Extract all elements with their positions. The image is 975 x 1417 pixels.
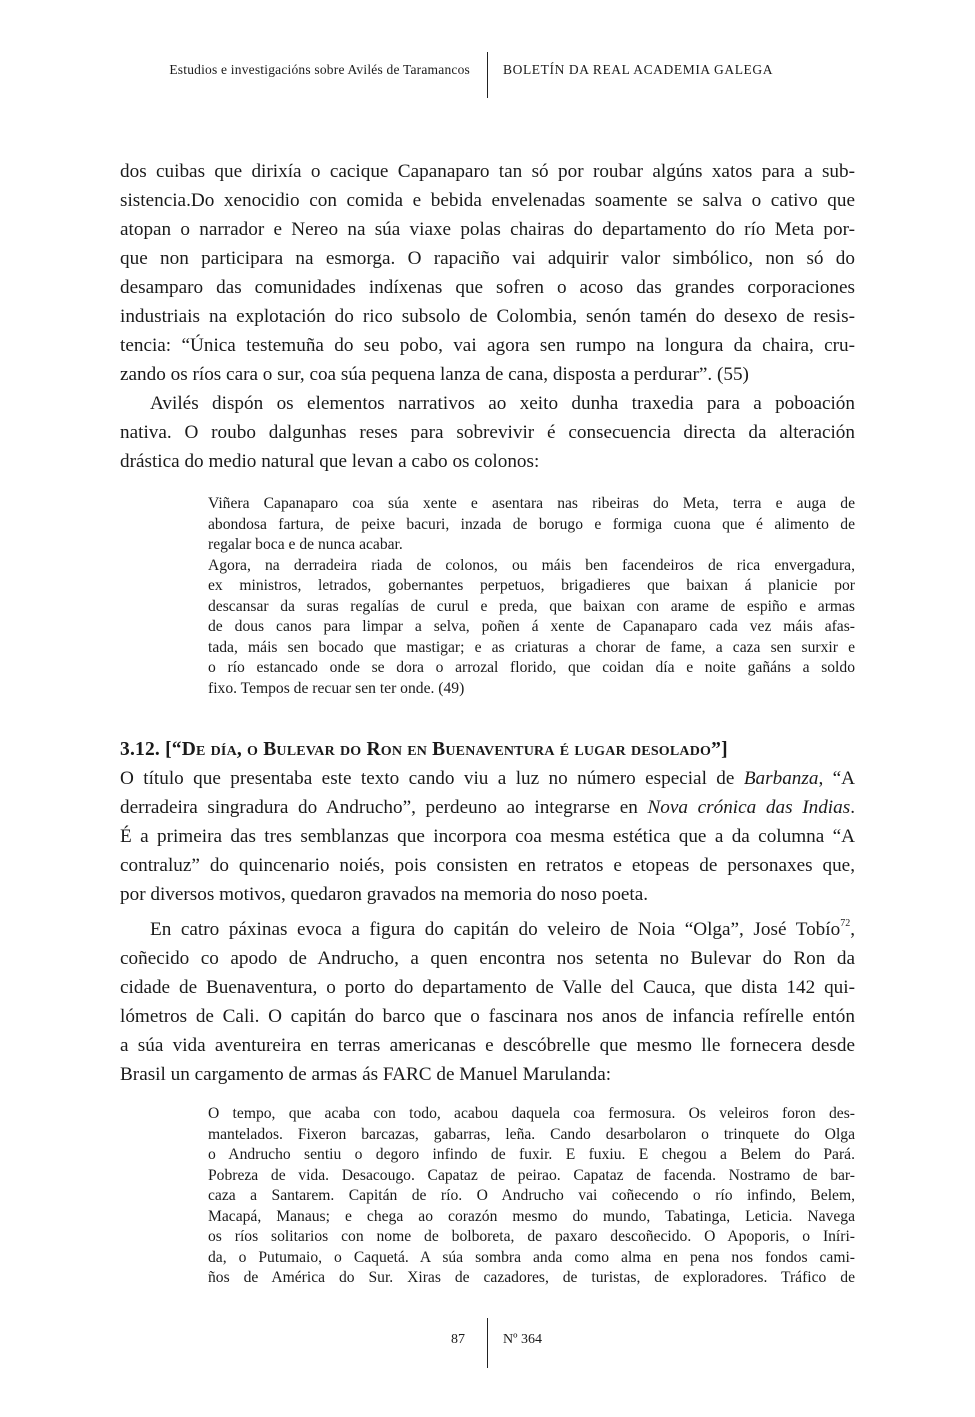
text-line: mantelados. Fixeron barcazas, gabarras, leña. Cando desarbolaron o trinquete do Olga [208, 1125, 855, 1143]
text-segment: . [850, 797, 855, 818]
text-line: por diversos motivos, quedaron gravados na memoria do noso poeta. [120, 884, 649, 905]
text-line: dos cuibas que dirixía o cacique Capanaparo tan só por roubar algúns xatos para a sub- [120, 161, 855, 182]
text-line [120, 915, 855, 944]
text-segment: En catro páxinas evoca a figura do capitán do veleiro de Noia “Olga”, José Tobío [150, 919, 841, 940]
text-line: ex ministros, letrados, gobernantes perpetuos, brigadieres que baixan á planicie por [208, 577, 855, 594]
paragraph [120, 764, 855, 909]
text-line: O tempo, que acaba con todo, acabou daquela coa fermosura. Os veleiros foron des- [208, 1105, 855, 1122]
text-line: ños de América do Sur. Xiras de cazadores, de turistas, de exploradores. Tráfico de [208, 1269, 855, 1286]
text-line: Pobreza de vida. Desacougo. Capataz de peirao. Capataz de facenda. Nostramo de bar- [208, 1166, 855, 1184]
text-line: É a primeira das tres semblanzas que incorpora coa mesma estética que a da columna “A [120, 826, 855, 847]
text-line: industriais na explotación do rico subsolo de Colombia, senón tamén do desexo de resis- [120, 306, 855, 327]
text-segment: derradeira singradura do Andrucho”, perdeuno ao integrarse en [120, 797, 648, 818]
text-line: de dous canos para limpar a selva, poñen á xente de Capanaparo cada vez máis afas- [208, 618, 855, 635]
text-line: a súa vida aventureira en terras americanas e descóbrelle que mesmo lle fornecera desde [120, 1035, 855, 1056]
text-segment: , “A [818, 768, 856, 789]
text-line: os ríos solitarios con nome de bolboreta, de paxaro descoñecido. O Apoporis, o Iníri- [208, 1228, 855, 1245]
text-line: tada, máis sen bocado que mastigar; e as criaturas a chorar de fame, a caza sen surxir e [208, 638, 855, 656]
running-header-right: BOLETÍN DA REAL ACADEMIA GALEGA [503, 62, 774, 77]
text-line: Agora, na derradeira riada de colonos, ou máis ben facendeiros de rica envergadura, [208, 556, 855, 574]
text-line: nativa. O roubo dalgunhas reses para sobrevivir é consecuencia directa da alteración [120, 422, 855, 443]
block-quote [208, 494, 855, 699]
text-line: contraluz” do quincenario noiés, pois consisten en retratos e etopeas de personaxes que, [120, 855, 855, 876]
running-header-left: Estudios e investigacións sobre Avilés de Taramancos [169, 62, 470, 77]
header-divider [487, 52, 488, 98]
paragraph [120, 389, 855, 476]
text-line: sistencia.Do xenocidio con comida e bebida envelenadas soamente se salva o cativo que [120, 190, 855, 211]
text-line: coñecido co apodo de Andrucho, a quen encontra nos setenta no Bulevar do Ron da [120, 948, 855, 969]
paragraph [120, 915, 855, 1089]
text-line: tencia: “Única testemuña do seu pobo, vai agora sen rumpo na longura da chaira, cru- [120, 335, 855, 356]
section-heading: 3.12. [“De día, o Bulevar do Ron en Buenaventura é lugar desolado”] [120, 739, 728, 760]
text-line: Avilés dispón os elementos narrativos ao xeito dunha traxedia para a poboación [150, 393, 855, 414]
paragraph [120, 157, 855, 389]
text-line: o río estancado onde se dora o arrozal florido, que coidan día e noite gañáns a soldo [208, 659, 855, 676]
text-line: drástica do medio natural que levan a cabo os colonos: [120, 451, 540, 472]
text-segment: , [850, 919, 855, 940]
text-line: Viñera Capanaparo coa súa xente e asentara nas ribeiras do Meta, terra e auga de [208, 495, 855, 512]
text-line: lómetros de Cali. O capitán do barco que o fascinara nos anos de infancia refírelle entón [120, 1006, 855, 1027]
text-line: cidade de Buenaventura, o porto do departamento de Valle del Cauca, que dista 142 qui- [120, 977, 855, 998]
footer-divider [487, 1318, 488, 1368]
text-line [120, 764, 855, 793]
text-line: regalar boca e de nunca acabar. [208, 536, 403, 553]
footnote-ref[interactable]: 72 [840, 918, 851, 929]
issue-number: Nº 364 [503, 1332, 542, 1347]
text-line: descansar da suras regalías de curul e preda, que baixan con arame de espiño e armas [208, 597, 855, 615]
text-line: abondosa fartura, de peixe bacuri, inzada de borugo e formiga cuona que é alimento de [208, 515, 855, 533]
text-line: o Andrucho sentiu o degoro infindo de fuxir. E fuxiu. E chegou a Belem do Pará. [208, 1146, 855, 1163]
text-line: Macapá, Manaus; e chega ao corazón mesmo do mundo, Tabatinga, Leticia. Navega [208, 1207, 855, 1225]
text-line: da, o Putumaio, o Caquetá. A súa sombra anda como alma en pena nos fondos cami- [208, 1248, 855, 1266]
text-line [120, 793, 855, 822]
italic-title: Nova crónica das Indias [647, 797, 851, 818]
text-segment: O título que presentaba este texto cando viu a luz no número especial de [120, 768, 744, 789]
block-quote [208, 1104, 855, 1289]
italic-title: Barbanza [743, 768, 819, 789]
text-line: caza a Santarem. Capitán de río. O Andrucho vai coñecendo o río infindo, Belem, [208, 1187, 855, 1204]
page-number: 87 [451, 1332, 465, 1347]
text-line: zando os ríos cara o sur, coa súa pequena lanza de cana, disposta a perdurar”. (55) [120, 364, 749, 385]
text-line: Brasil un cargamento de armas ás FARC de Manuel Marulanda: [120, 1064, 612, 1085]
text-line: atopan o narrador e Nereo na súa viaxe polas chairas do departamento do río Meta por- [120, 219, 855, 240]
text-line: desamparo das comunidades indíxenas que sofren o acoso das grandes corporaciones [120, 277, 855, 298]
text-line: que non participara na esmorga. O rapaciño vai adquirir valor simbólico, non só do [120, 248, 855, 269]
text-line: fixo. Tempos de recuar sen ter onde. (49) [208, 679, 465, 697]
